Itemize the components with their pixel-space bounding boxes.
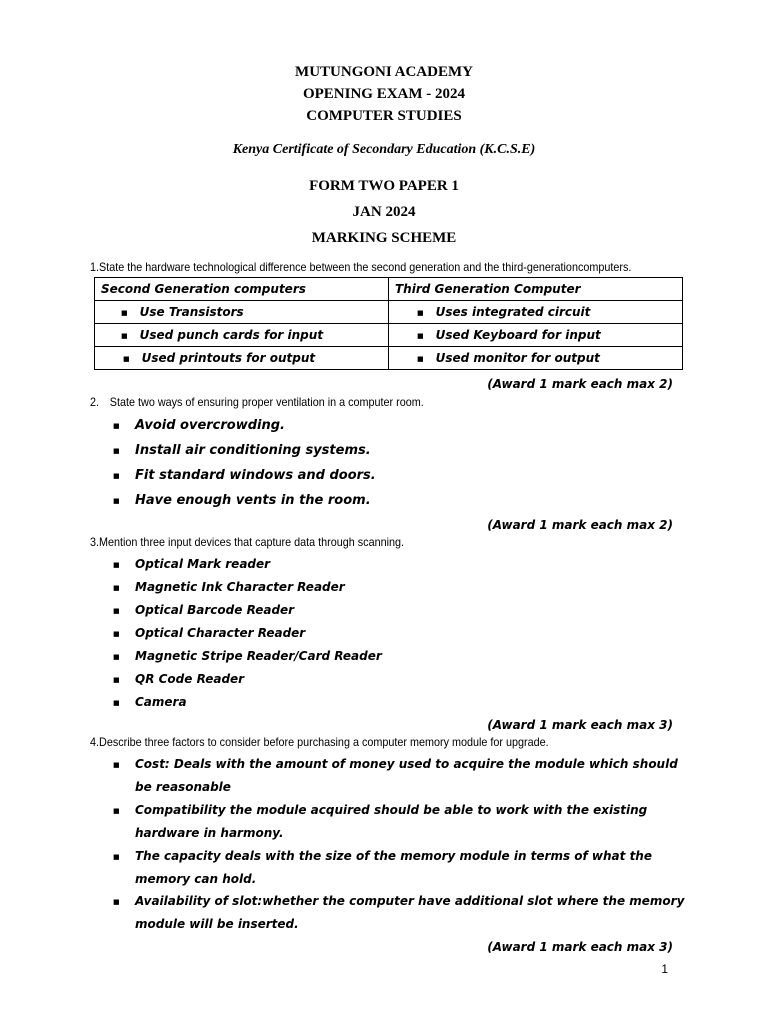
answer-text: Have enough vents in the room. (135, 493, 371, 508)
date-title: JAN 2024 (352, 204, 416, 220)
bullet-icon: ■ (113, 652, 120, 661)
bullet-icon: ■ (121, 331, 128, 340)
answer-item (113, 418, 285, 433)
answer-text: Availability of slot:whether the computer have additional slot where the memory (135, 894, 685, 908)
bullet-icon: ■ (113, 897, 120, 906)
answer-item (113, 443, 371, 458)
question-number: 3. (90, 535, 100, 549)
answer-text: Magnetic Ink Character Reader (135, 580, 345, 594)
cell-text: Used monitor for output (435, 351, 600, 365)
bullet-icon: ■ (113, 496, 120, 505)
bullet-icon: ■ (113, 698, 120, 707)
cell-text: Used printouts for output (141, 351, 316, 365)
school-name: MUTUNGONI ACADEMY (295, 64, 473, 80)
answer-item (113, 603, 294, 617)
question-4 (90, 735, 549, 749)
answer-item (113, 849, 652, 863)
answer-item (113, 649, 382, 663)
doc-type-title: MARKING SCHEME (311, 230, 457, 246)
generation-comparison-table (94, 277, 683, 370)
answer-text: Optical Character Reader (135, 626, 306, 640)
bullet-icon: ■ (113, 806, 120, 815)
table-header-cell: Second Generation computers (95, 278, 389, 301)
bullet-icon: ■ (113, 421, 120, 430)
answer-text: Optical Barcode Reader (135, 603, 295, 617)
question-text: Mention three input devices that capture data through scanning. (99, 535, 405, 549)
cell-text: Used punch cards for input (139, 328, 324, 342)
answer-text: Avoid overcrowding. (135, 418, 285, 433)
question-number: 2. (90, 395, 100, 409)
page-number: 1 (661, 962, 668, 976)
answer-item (113, 803, 647, 817)
bullet-icon: ■ (113, 760, 120, 769)
question-text: State two ways of ensuring proper ventilation in a computer room. (109, 395, 424, 409)
question-text: State the hardware technological difference between the second generation and the third-generationcomputers. (99, 260, 632, 274)
bullet-icon: ■ (113, 852, 120, 861)
answer-text: Optical Mark reader (135, 557, 271, 571)
answer-item (113, 493, 371, 508)
bullet-icon: ■ (113, 560, 120, 569)
table-row (95, 301, 683, 324)
question-1 (90, 260, 631, 274)
certificate-subtitle: Kenya Certificate of Secondary Education (K.C.S.E) (232, 142, 536, 157)
table-cell (95, 347, 389, 370)
table-header-row (95, 278, 683, 301)
table-cell (389, 324, 683, 347)
question-number: 4. (90, 735, 100, 749)
table-cell (389, 347, 683, 370)
answer-item (113, 757, 678, 771)
answer-continuation: be reasonable (135, 780, 231, 794)
question-3 (90, 535, 404, 549)
bullet-icon: ■ (417, 331, 424, 340)
answer-item (113, 626, 305, 640)
answer-text: QR Code Reader (135, 672, 245, 686)
answer-text: The capacity deals with the size of the memory module in terms of what the (135, 849, 652, 863)
cell-text: Uses integrated circuit (435, 305, 591, 319)
answer-text: Install air conditioning systems. (135, 443, 371, 458)
award-note: (Award 1 mark each max 2) (487, 518, 673, 532)
answer-item (113, 557, 270, 571)
table-cell (389, 301, 683, 324)
cell-text: Use Transistors (139, 305, 244, 319)
answer-continuation: memory can hold. (135, 872, 257, 886)
award-note: (Award 1 mark each max 3) (487, 718, 673, 732)
answer-text: Fit standard windows and doors. (135, 468, 376, 483)
answer-item (113, 894, 684, 908)
answer-text: Magnetic Stripe Reader/Card Reader (135, 649, 382, 663)
form-title: FORM TWO PAPER 1 (309, 178, 459, 194)
question-text: Describe three factors to consider before purchasing a computer memory module for upgrade. (99, 735, 549, 749)
question-number: 1. (90, 260, 100, 274)
answer-item (113, 580, 345, 594)
award-note: (Award 1 mark each max 3) (487, 940, 673, 954)
bullet-icon: ■ (113, 629, 120, 638)
bullet-icon: ■ (113, 606, 120, 615)
answer-item (113, 672, 244, 686)
bullet-icon: ■ (113, 583, 120, 592)
bullet-icon: ■ (121, 308, 128, 317)
table-cell (95, 301, 389, 324)
answer-text: Camera (135, 695, 187, 709)
question-2 (90, 395, 424, 409)
bullet-icon: ■ (113, 471, 120, 480)
answer-text: Compatibility the module acquired should be able to work with the existing (135, 803, 648, 817)
table-row (95, 324, 683, 347)
subject-title: COMPUTER STUDIES (306, 108, 462, 124)
answer-item (113, 468, 376, 483)
bullet-icon: ■ (417, 354, 424, 363)
bullet-icon: ■ (123, 354, 130, 363)
exam-title: OPENING EXAM - 2024 (302, 86, 466, 102)
answer-text: Cost: Deals with the amount of money used to acquire the module which should (135, 757, 678, 771)
table-row (95, 347, 683, 370)
answer-item (113, 695, 187, 709)
bullet-icon: ■ (113, 675, 120, 684)
answer-continuation: hardware in harmony. (135, 826, 284, 840)
cell-text: Used Keyboard for input (435, 328, 601, 342)
answer-continuation: module will be inserted. (135, 917, 299, 931)
bullet-icon: ■ (417, 308, 424, 317)
table-header-cell: Third Generation Computer (389, 278, 683, 301)
award-note: (Award 1 mark each max 2) (487, 377, 673, 391)
bullet-icon: ■ (113, 446, 120, 455)
table-cell (95, 324, 389, 347)
